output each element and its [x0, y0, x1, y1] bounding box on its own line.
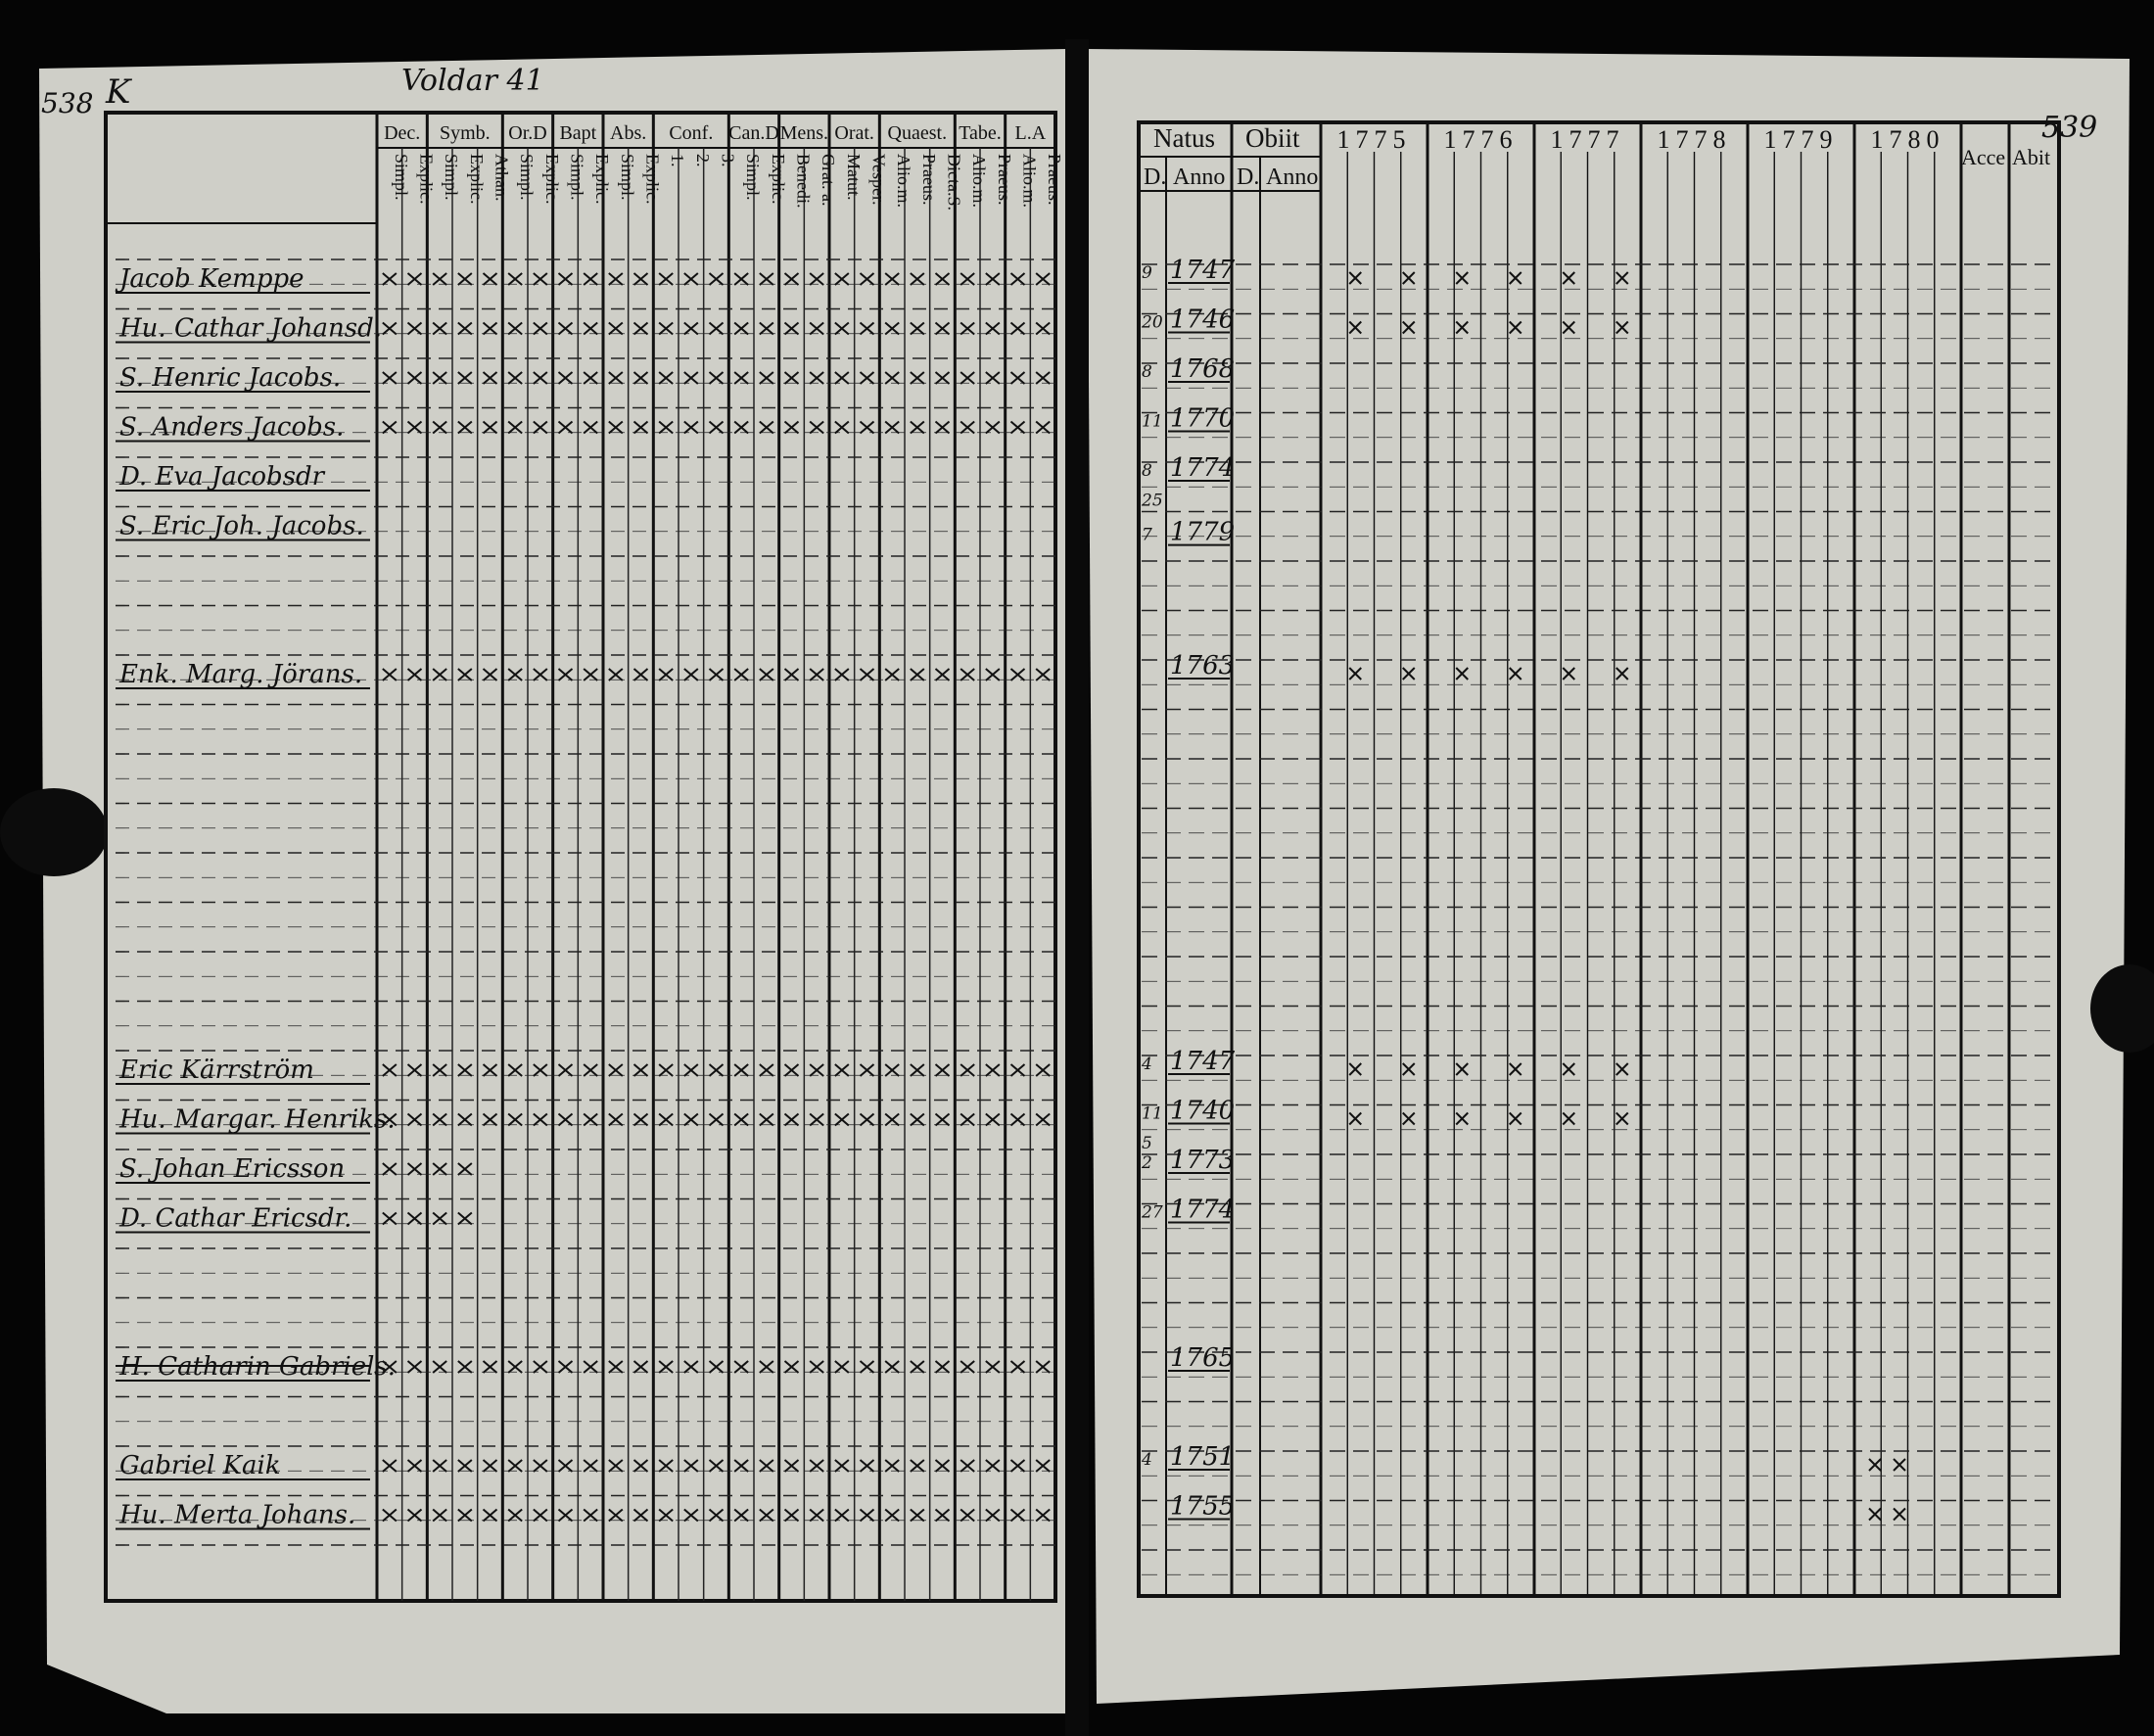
year-column-header: 1777	[1550, 125, 1625, 154]
birth-year: 1779	[1170, 517, 1236, 547]
column-sub-label: Explic.	[466, 154, 487, 205]
left-page-number: 538	[41, 87, 94, 119]
year-column-header: 1779	[1763, 125, 1839, 154]
register-entry-name: Enk. Marg. Jörans.	[119, 660, 363, 689]
year-column-header: 1778	[1657, 125, 1732, 154]
village-heading: Voldar 41	[401, 64, 544, 98]
column-sub-label: Praeus.	[1045, 154, 1065, 206]
birth-day: 9	[1142, 263, 1152, 283]
birth-day: 4	[1142, 1450, 1152, 1470]
column-sub-label: 1.	[668, 154, 688, 167]
left-page-letter: K	[106, 72, 131, 112]
column-sub-label: Explic.	[642, 154, 663, 205]
birth-day: 2	[1142, 1153, 1152, 1173]
natus-anno-header: Anno	[1173, 164, 1226, 190]
column-sub-label: Athan.	[492, 154, 512, 202]
column-group-label: Bapt	[559, 122, 597, 144]
column-sub-label: Simpl.	[743, 154, 764, 201]
column-sub-label: Praeus.	[994, 154, 1014, 206]
column-sub-label: Simpl.	[617, 154, 637, 201]
column-sub-label: Simpl.	[567, 154, 587, 201]
birth-year: 1740	[1170, 1096, 1236, 1126]
column-group-label: Dec.	[384, 122, 421, 144]
column-sub-label: Benedi.	[793, 154, 814, 209]
column-sub-label: Dicta.S.	[944, 154, 964, 211]
column-sub-label: Alio.m.	[1019, 154, 1040, 209]
clamp-left	[0, 788, 108, 876]
column-sub-label: Alio.m.	[969, 154, 990, 209]
column-group-label: Orat.	[834, 122, 874, 144]
register-entry-name: Jacob Kemppe	[119, 264, 304, 294]
column-sub-label: 3.	[718, 154, 738, 167]
column-sub-label: Simpl.	[442, 154, 462, 201]
year-column-header: 1776	[1443, 125, 1519, 154]
register-entry-name: Gabriel Kaik	[119, 1451, 281, 1480]
birth-year: 1765	[1170, 1343, 1236, 1373]
register-entry-name: S. Eric Joh. Jacobs.	[119, 511, 364, 541]
column-sub-label: Alio.m.	[894, 154, 914, 209]
column-sub-label: Explic.	[541, 154, 562, 205]
register-entry-name: S. Johan Ericsson	[119, 1154, 346, 1184]
register-entry-name: D. Eva Jacobsdr	[119, 462, 325, 492]
birth-year: 1747	[1170, 256, 1236, 285]
birth-day: 11	[1142, 411, 1163, 432]
obiit-day-header: D.	[1237, 164, 1260, 190]
year-column-header: 1780	[1870, 125, 1945, 154]
register-entry-name: H. Catharin Gabriels.	[119, 1352, 397, 1382]
register-entry-name: Eric Kärrström	[119, 1056, 314, 1085]
natus-day-header: D.	[1144, 164, 1167, 190]
obiit-header: Obiit	[1245, 123, 1300, 153]
birth-day: 7	[1142, 525, 1152, 545]
register-entry-name: Hu. Merta Johans.	[119, 1500, 356, 1530]
obiit-anno-header: Anno	[1266, 164, 1319, 190]
birth-day: 11	[1142, 1103, 1163, 1124]
birth-day: 20	[1142, 312, 1163, 333]
column-group-label: L.A	[1014, 122, 1047, 144]
birth-year: 1770	[1170, 403, 1236, 434]
register-entry-name: S. Henric Jacobs.	[119, 363, 342, 393]
column-sub-label: Simpl.	[517, 154, 538, 201]
birth-day: 27	[1142, 1202, 1163, 1223]
register-entry-name: S. Anders Jacobs.	[119, 412, 345, 443]
right-page	[1087, 49, 2130, 1704]
book-gutter	[1065, 39, 1089, 1736]
birth-day: 25	[1142, 491, 1163, 511]
register-entry-name: Hu. Margar. Henriks.	[119, 1104, 396, 1135]
column-group-label: Tabe.	[959, 122, 1002, 144]
birth-year: 1774	[1170, 453, 1236, 483]
column-sub-label: Grat. a.	[819, 154, 839, 207]
accessit-header: Acce	[1961, 145, 2006, 169]
birth-year: 1774	[1170, 1195, 1236, 1225]
column-group-label: Conf.	[669, 122, 714, 144]
register-entry-name: D. Cathar Ericsdr.	[119, 1203, 352, 1234]
column-sub-label: Vesper.	[868, 154, 889, 206]
birth-year: 1755	[1170, 1491, 1236, 1522]
birth-year: 1746	[1170, 305, 1236, 335]
column-sub-label: Matut.	[843, 154, 864, 201]
column-sub-label: Praeus.	[918, 154, 939, 206]
register-entry-name: Hu. Cathar Johansd.	[119, 313, 383, 344]
column-group-label: Mens.	[779, 122, 829, 144]
column-sub-label: Simpl.	[391, 154, 411, 201]
birth-day: 4	[1142, 1055, 1152, 1074]
column-group-label: Can.D	[728, 122, 779, 144]
birth-year: 1768	[1170, 354, 1236, 384]
column-sub-label: Explic.	[416, 154, 437, 205]
column-group-label: Abs.	[610, 122, 647, 144]
birth-year: 1763	[1170, 651, 1236, 680]
natus-header: Natus	[1153, 123, 1215, 153]
year-column-header: 1775	[1336, 125, 1412, 154]
column-sub-label: Explic.	[592, 154, 613, 205]
birth-day: 8	[1142, 362, 1152, 382]
birth-day: 5	[1142, 1133, 1152, 1153]
column-sub-label: Explic.	[768, 154, 788, 205]
column-sub-label: 2.	[692, 154, 713, 167]
column-group-label: Symb.	[439, 122, 491, 144]
right-page-number: 539	[2041, 111, 2098, 145]
birth-year: 1747	[1170, 1047, 1236, 1076]
birth-year: 1751	[1170, 1442, 1236, 1472]
birth-day: 8	[1142, 461, 1152, 481]
column-group-label: Quaest.	[887, 122, 948, 144]
column-group-label: Or.D	[508, 122, 547, 144]
birth-year: 1773	[1170, 1146, 1236, 1175]
abiit-header: Abit	[2012, 145, 2051, 169]
